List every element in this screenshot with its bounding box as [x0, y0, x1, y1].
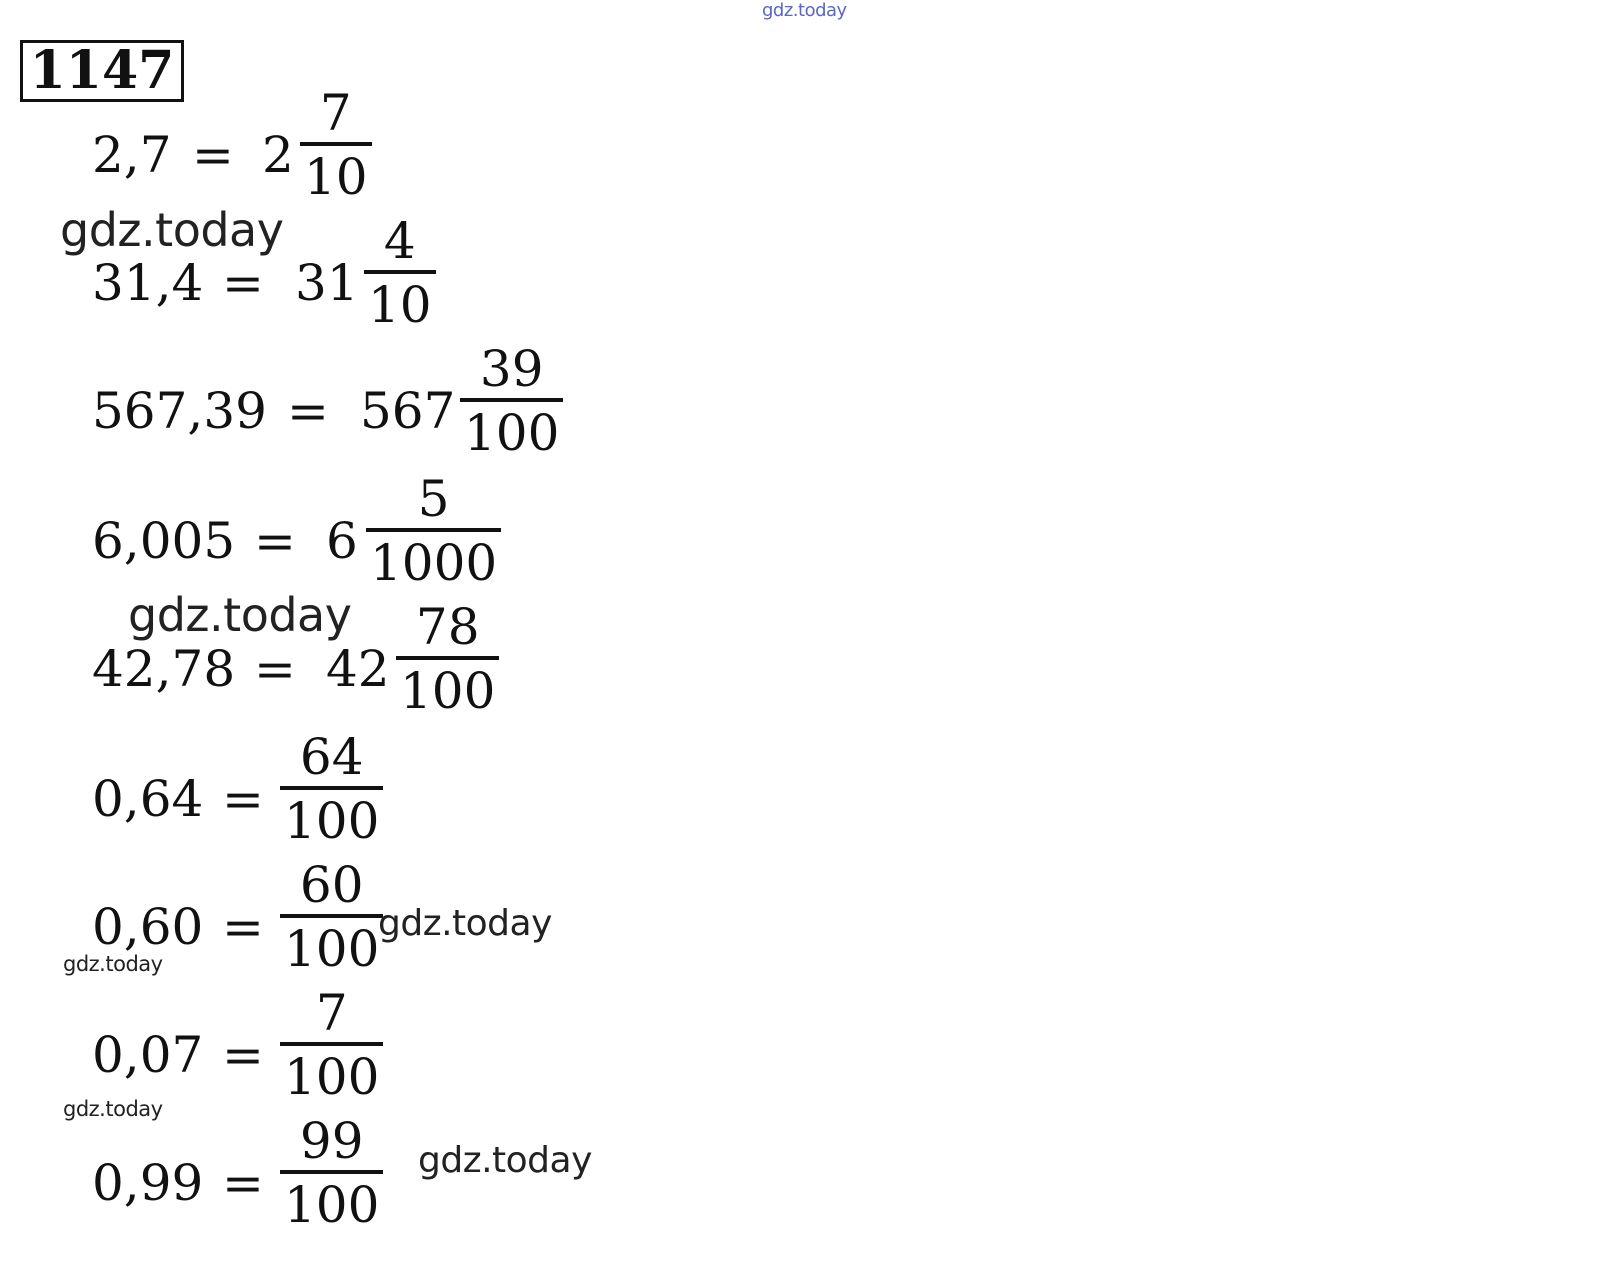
decimal-value: 42,78 — [92, 640, 236, 698]
task-number-box — [20, 40, 184, 102]
fraction-numerator: 60 — [299, 856, 364, 914]
fraction-bar — [280, 1170, 383, 1174]
decimal-value: 0,07 — [92, 1026, 204, 1084]
equals-sign: = — [287, 382, 329, 440]
equals-sign: = — [222, 770, 264, 828]
fraction-denominator: 10 — [368, 276, 432, 334]
equals-sign: = — [254, 512, 296, 570]
watermark-text: gdz.today — [128, 588, 352, 642]
equals-sign: = — [222, 1026, 264, 1084]
fraction-denominator: 1000 — [370, 534, 498, 592]
decimal-value: 31,4 — [92, 254, 204, 312]
fraction-bar — [280, 914, 383, 918]
fraction-numerator: 78 — [415, 598, 480, 656]
fraction-bar — [300, 142, 372, 146]
decimal-value: 567,39 — [92, 382, 267, 440]
fraction-numerator: 99 — [299, 1112, 364, 1170]
fraction-numerator: 7 — [319, 84, 352, 142]
equals-sign: = — [192, 126, 234, 184]
equals-sign: = — [222, 254, 264, 312]
watermark-text: gdz.today — [378, 903, 552, 944]
fraction-numerator: 39 — [479, 340, 544, 398]
fraction-bar — [366, 528, 501, 532]
fraction-denominator: 100 — [400, 662, 496, 720]
decimal-value: 0,99 — [92, 1154, 204, 1212]
fraction-bar — [280, 786, 383, 790]
fraction-denominator: 10 — [304, 148, 368, 206]
fraction-numerator: 4 — [383, 212, 416, 270]
equals-sign: = — [222, 898, 264, 956]
decimal-value: 0,64 — [92, 770, 204, 828]
fraction — [300, 84, 372, 206]
fraction — [396, 598, 499, 720]
fraction-bar — [280, 1042, 383, 1046]
fraction — [280, 1112, 383, 1234]
whole-part: 31 — [295, 254, 359, 312]
fraction-denominator: 100 — [464, 404, 560, 462]
decimal-value: 0,60 — [92, 898, 204, 956]
fraction-denominator: 100 — [284, 920, 380, 978]
fraction-numerator: 7 — [315, 984, 348, 1042]
watermark-text: gdz.today — [60, 203, 284, 257]
fraction — [280, 728, 383, 850]
fraction-denominator: 100 — [284, 1048, 380, 1106]
equals-sign: = — [222, 1154, 264, 1212]
decimal-value: 2,7 — [92, 126, 172, 184]
fraction — [460, 340, 563, 462]
fraction-bar — [460, 398, 563, 402]
fraction — [280, 856, 383, 978]
decimal-value: 6,005 — [92, 512, 236, 570]
task-number: 1147 — [29, 40, 175, 101]
fraction-denominator: 100 — [284, 792, 380, 850]
fraction-numerator: 5 — [417, 470, 450, 528]
fraction — [280, 984, 383, 1106]
whole-part: 6 — [326, 512, 358, 570]
watermark-text: gdz.today — [63, 952, 163, 976]
fraction-denominator: 100 — [284, 1176, 380, 1234]
top-watermark: gdz.today — [762, 0, 847, 21]
watermark-text: gdz.today — [418, 1140, 592, 1181]
fraction-numerator: 64 — [299, 728, 364, 786]
fraction-bar — [396, 656, 499, 660]
watermark-text: gdz.today — [63, 1097, 163, 1121]
whole-part: 42 — [326, 640, 390, 698]
equals-sign: = — [254, 640, 296, 698]
whole-part: 2 — [262, 126, 294, 184]
fraction — [366, 470, 501, 592]
fraction — [364, 212, 436, 334]
fraction-bar — [364, 270, 436, 274]
whole-part: 567 — [360, 382, 456, 440]
